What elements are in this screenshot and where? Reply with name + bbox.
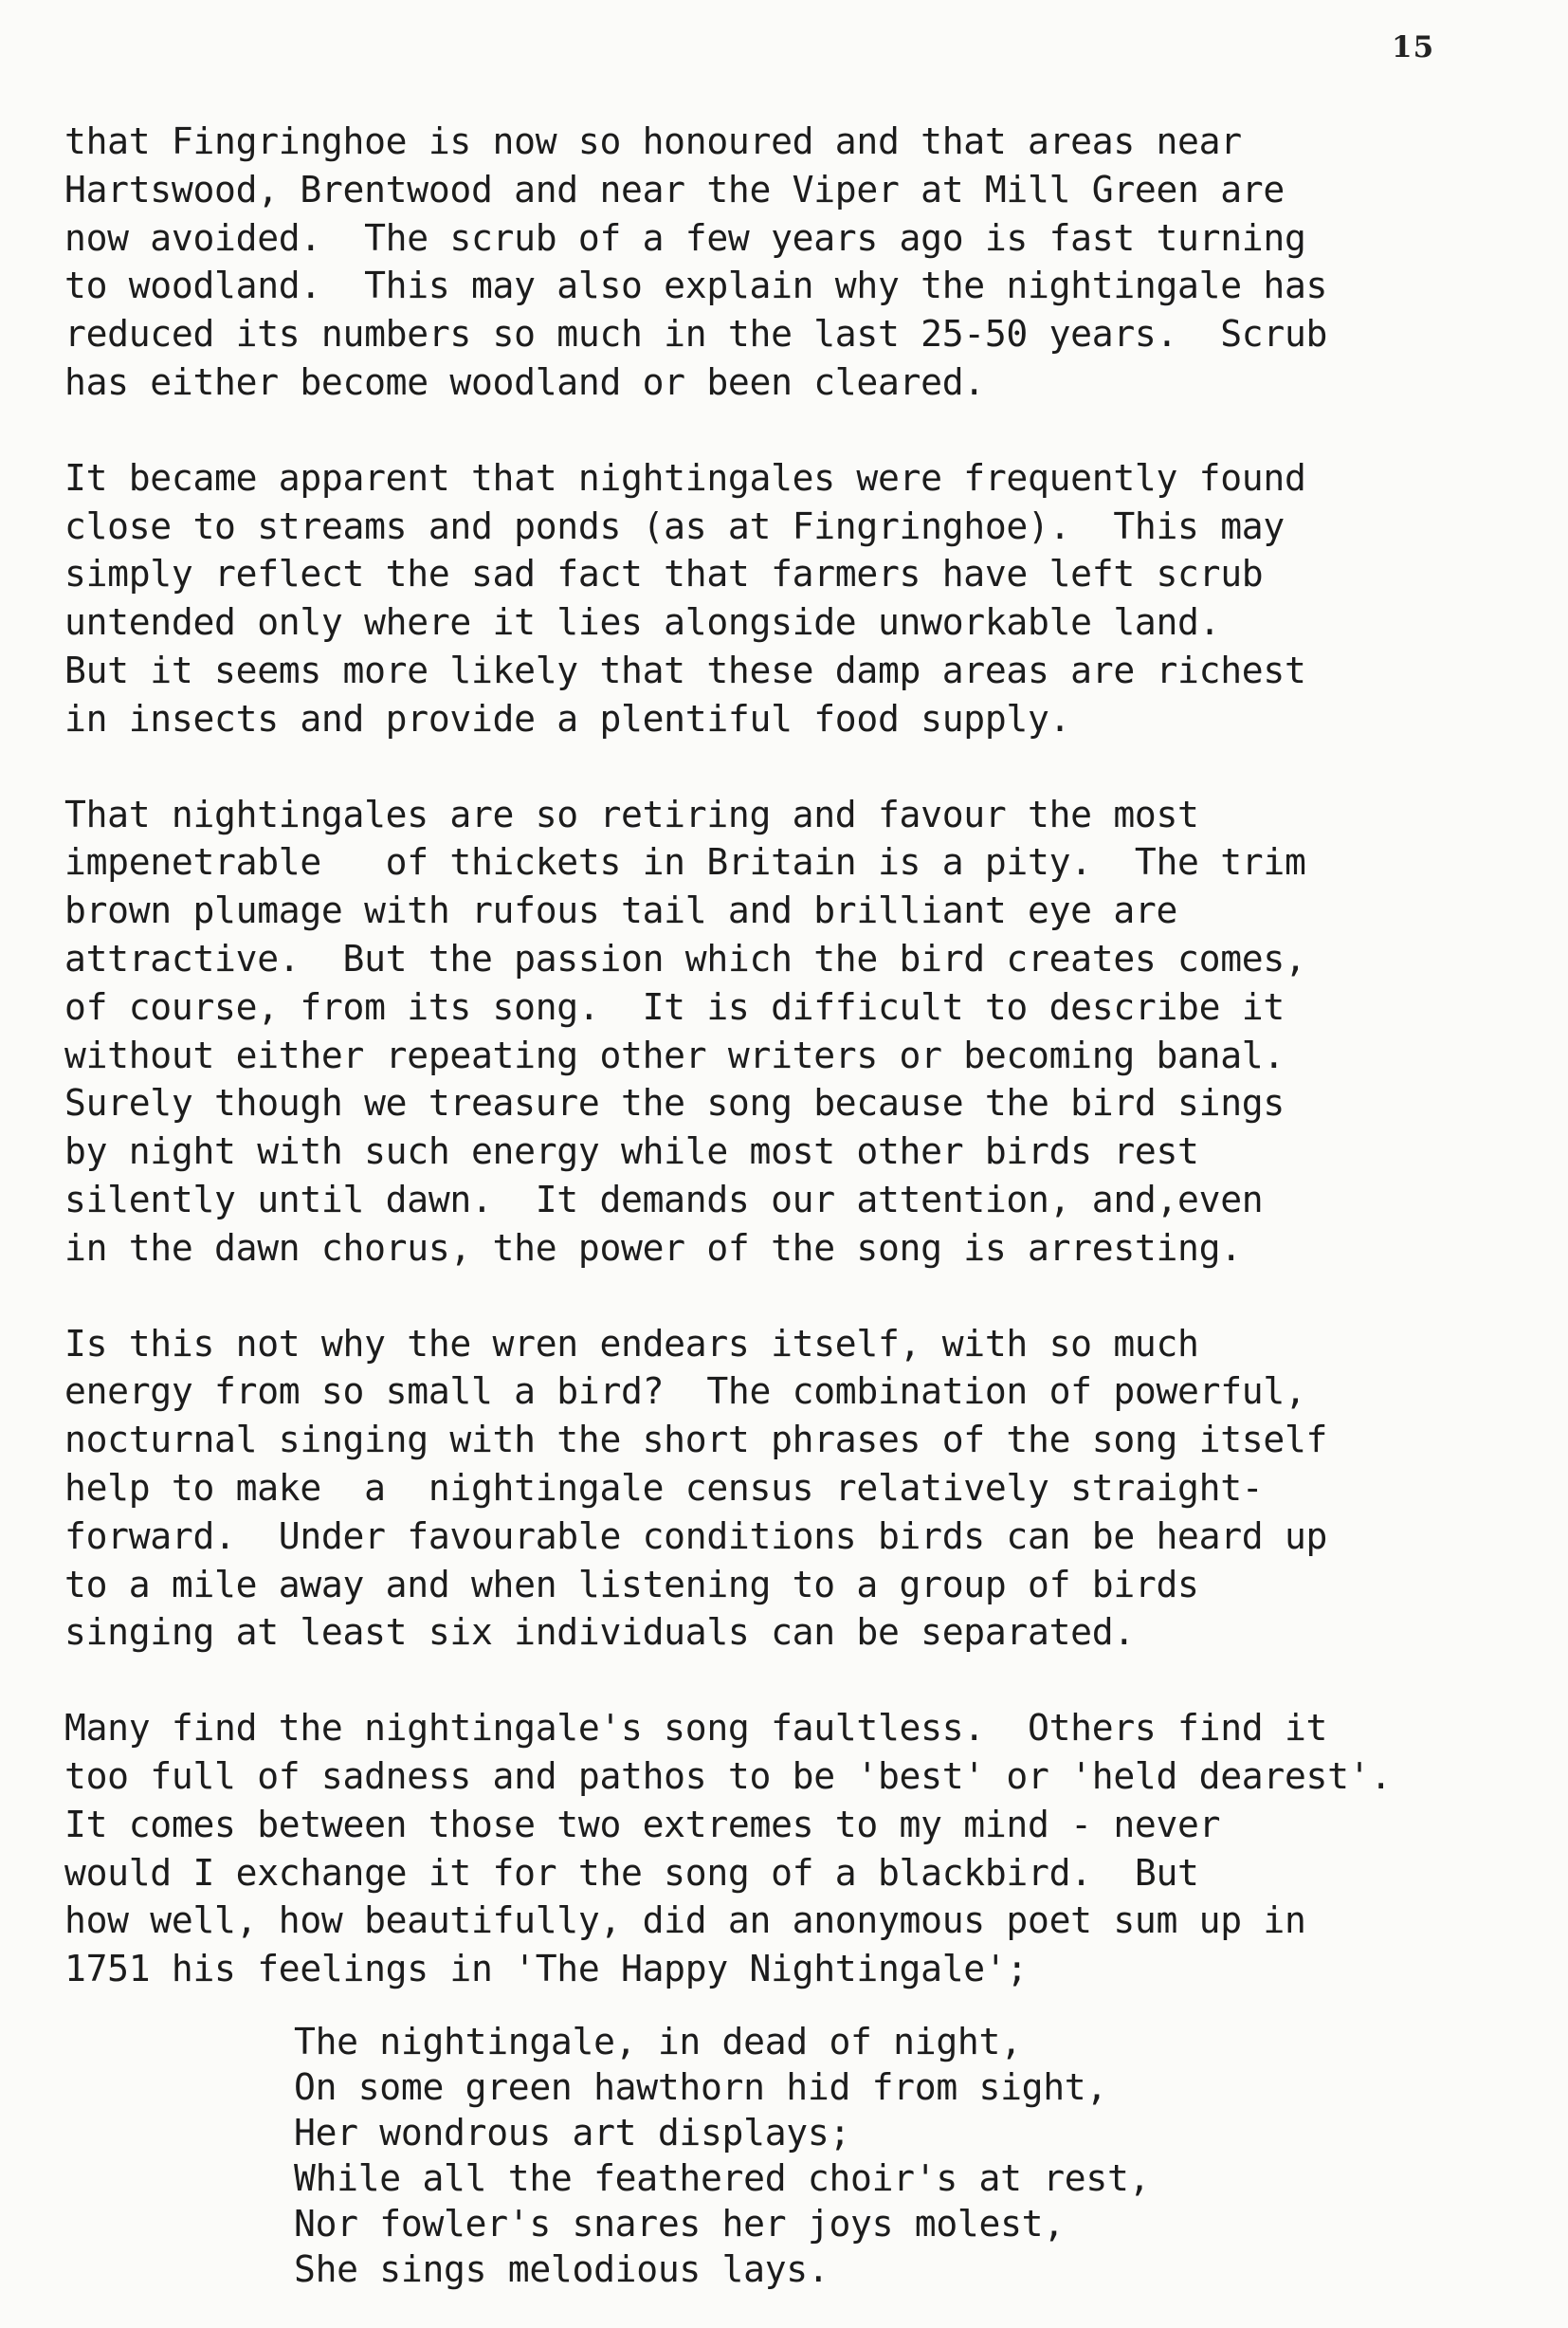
poem-line: Her wondrous art displays; — [294, 2112, 851, 2154]
text-line: That nightingales are so retiring and favour the most — [64, 793, 1199, 835]
text-line: without either repeating other writers or becoming banal. — [64, 1034, 1285, 1076]
text-line: Many find the nightingale's song faultless. Others find it — [64, 1707, 1328, 1750]
text-line: energy from so small a bird? The combination of powerful, — [64, 1370, 1306, 1413]
text-line: It comes between those two extremes to my mind - never — [64, 1803, 1221, 1845]
poem-line: The nightingale, in dead of night, — [294, 2021, 1022, 2062]
text-line: reduced its numbers so much in the last 25-50 years. Scrub — [64, 313, 1328, 356]
text-line: by night with such energy while most other birds rest — [64, 1130, 1199, 1173]
text-line: Is this not why the wren endears itself, with so much — [64, 1322, 1199, 1365]
text-line: of course, from its song. It is difficult to describe it — [64, 985, 1285, 1028]
text-line: close to streams and ponds (as at Fingringhoe). This may — [64, 504, 1285, 547]
poem-line: She sings melodious lays. — [294, 2248, 830, 2290]
poem-line: While all the feathered choir's at rest, — [294, 2157, 1151, 2199]
poem-line: On some green hawthorn hid from sight, — [294, 2066, 1107, 2108]
text-line: Surely though we treasure the song because the bird sings — [64, 1082, 1285, 1125]
poem-line: Nor fowler's snares her joys molest, — [294, 2203, 1065, 2245]
text-line: singing at least six individuals can be separated. — [64, 1611, 1135, 1654]
paragraph — [64, 1704, 1543, 1993]
poem-stanza — [294, 2019, 1150, 2292]
text-line: to a mile away and when listening to a group of birds — [64, 1563, 1199, 1605]
paragraph — [64, 118, 1543, 407]
text-line: impenetrable of thickets in Britain is a pity. The trim — [64, 841, 1306, 884]
text-line: 1751 his feelings in 'The Happy Nightingale'; — [64, 1948, 1029, 1990]
text-line: too full of sadness and pathos to be 'best' or 'held dearest'. — [64, 1754, 1392, 1797]
paragraph — [64, 1320, 1543, 1658]
text-line: simply reflect the sad fact that farmers have left scrub — [64, 553, 1264, 596]
text-line: attractive. But the passion which the bird creates comes, — [64, 937, 1306, 980]
text-line: in insects and provide a plentiful food supply. — [64, 697, 1071, 740]
text-line: help to make a nightingale census relatively straight- — [64, 1466, 1264, 1509]
text-line: But it seems more likely that these damp areas are richest — [64, 649, 1306, 691]
page-number: 15 — [1392, 30, 1435, 64]
text-line: untended only where it lies alongside unworkable land. — [64, 601, 1221, 644]
text-line: has either become woodland or been cleared. — [64, 360, 985, 403]
text-line: now avoided. The scrub of a few years ago is fast turning — [64, 216, 1306, 259]
text-line: It became apparent that nightingales were frequently found — [64, 456, 1306, 499]
body-text — [64, 118, 1543, 2041]
text-line: to woodland. This may also explain why the nightingale has — [64, 265, 1328, 307]
text-line: in the dawn chorus, the power of the song is arresting. — [64, 1226, 1242, 1269]
text-line: brown plumage with rufous tail and brilliant eye are — [64, 889, 1178, 932]
paragraph — [64, 791, 1543, 1273]
text-line: silently until dawn. It demands our attention, and,even — [64, 1178, 1264, 1220]
paragraph — [64, 454, 1543, 743]
text-line: would I exchange it for the song of a blackbird. But — [64, 1851, 1199, 1894]
text-line: Hartswood, Brentwood and near the Viper at Mill Green are — [64, 168, 1285, 211]
text-line: how well, how beautifully, did an anonymous poet sum up in — [64, 1899, 1306, 1942]
text-line: nocturnal singing with the short phrases of the song itself — [64, 1419, 1328, 1461]
text-line: that Fingringhoe is now so honoured and that areas near — [64, 120, 1242, 162]
text-line: forward. Under favourable conditions birds can be heard up — [64, 1514, 1328, 1557]
